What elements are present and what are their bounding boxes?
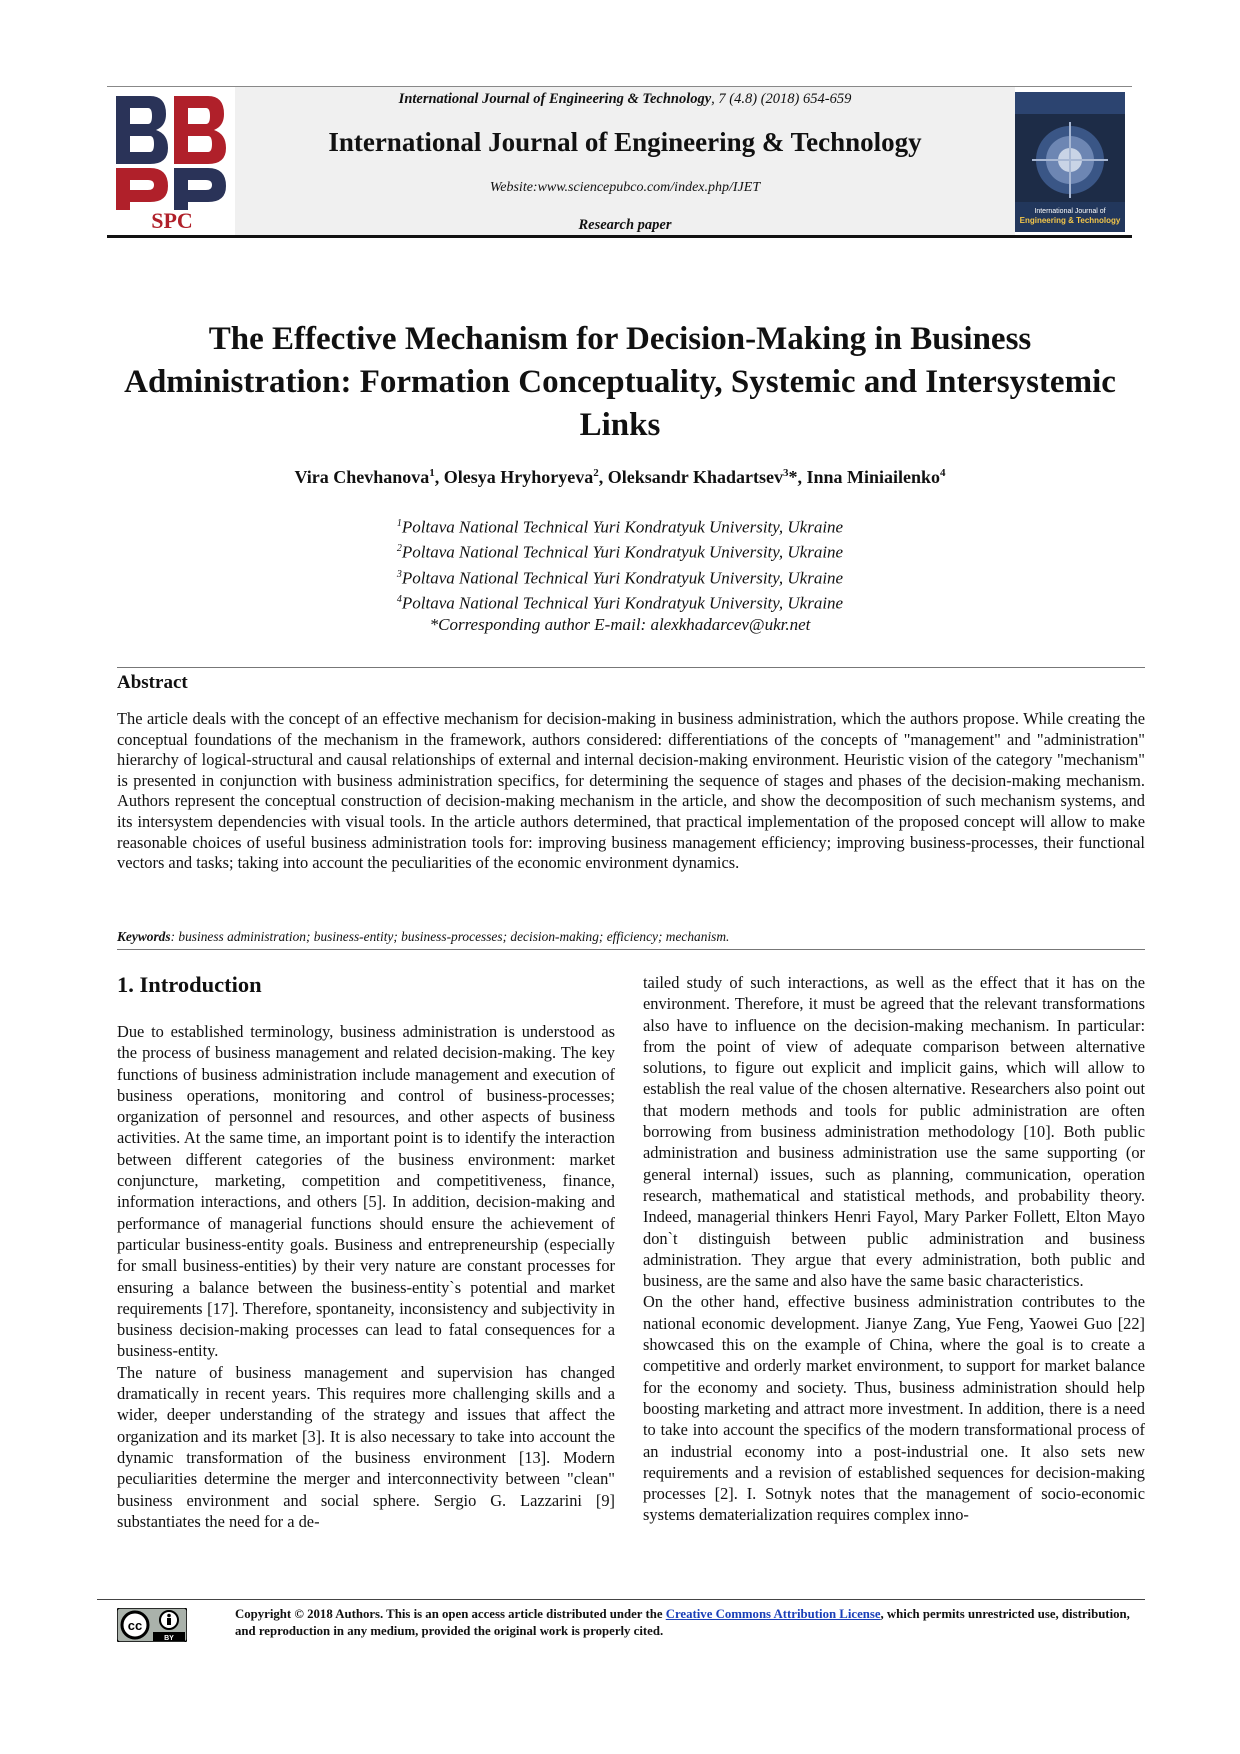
left-column: [117, 1021, 615, 1532]
abstract-top-rule: [117, 667, 1145, 668]
paragraph: tailed study of such interactions, as well as the effect that it has on the environment. Therefore, it must be agreed that the relevant transformations also have to influence on the decision-making mechanism. In particular: from the point of view of adequate comparison between alternative solutions, to figure out explicit and implicit gains, which will allow to establish the real value of the chosen alternative. Researchers also point out that modern methods and tools for public administration are often borrowing from business administration methodology [10]. Both public administration and business administration use the same supporting (or general internal) issues, such as planning, communication, operation research, mathematical and statistical methods, and probability theory. Indeed, managerial thinkers Henri Fayol, Mary Parker Follett, Elton Mayo don`t distinguish between public administration and business administration. They argue that every administration, both public and business, are the same and also have the same basic characteristics.: [643, 973, 1145, 1291]
spc-logo: [110, 92, 235, 230]
affiliation-number: 1: [396, 518, 402, 529]
footer-rule: [97, 1599, 1145, 1600]
author-name: Oleksandr Khadartsev: [607, 467, 783, 487]
svg-text:BY: BY: [164, 1635, 174, 1642]
keywords-label: Keywords: [117, 929, 171, 944]
affiliation-text: Poltava National Technical Yuri Kondratyuk University, Ukraine: [401, 568, 844, 588]
svg-text:cc: cc: [127, 1618, 143, 1633]
right-column: [643, 972, 1145, 1526]
corresponding-author: *Corresponding author E-mail: alexkhadarcev@ukr.net: [429, 615, 811, 634]
author-name: Vira Chevhanova: [294, 467, 430, 487]
paragraph: The nature of business management and supervision has changed dramatically in recent years. This requires more challenging skills and a wider, deeper understanding of the strategy and issues that affect the organization and its market [3]. It is also necessary to take into account the dynamic transformation of the business environment [13]. Modern peculiarities determine the merger and interconnectivity between "clean" business environment and social sphere. Sergio G. Lazzarini [9] substantiates the need for a de-: [117, 1362, 615, 1531]
author-name: Olesya Hryhoryeva: [443, 467, 594, 487]
affiliation-line: [120, 538, 1120, 563]
journal-header: [235, 87, 1015, 235]
abstract-text: The article deals with the concept of an effective mechanism for decision-making in business administration, which the authors propose. While creating the conceptual foundations of the mechanism in the framework, authors considered: differentiations of the concepts of "management" and "administration" hierarchy of logical-structural and causal relationships of external and internal decision-making environment. Heuristic vision of the category "mechanism" is presented in conjunction with business administration specifics, for determining the sequence of stages and phases of the decision-making mechanism. Authors represent the conceptual construction of decision-making mechanism in the article, and show the decomposition of such mechanism systems, and its intersystem dependencies with visual tools. In the article authors determined, that practical implementation of the proposed concept will allow to make reasonable choices of useful business administration tools for: improving business management efficiency; improving business-processes, their functional vectors and tasks; taking into account the peculiarities of the economic environment dynamics.: [117, 709, 1145, 873]
copyright-text-end: , which permits unrestricted use, distribution, and reproduction in any medium, provided the original work is properly cited.: [235, 1607, 1130, 1638]
paragraph: On the other hand, effective business administration contributes to the national economic development. Jianye Zang, Yue Feng, Yaowei Guo [22] showcased this on the example of China, where the goal is to create a competitive and orderly market environment, to support for market balance for the economy and society. Thus, business administration should help boosting marketing and attract more investment. In addition, there is a need to take into account the specifics of the modern transformational process of an industrial economy into a post-industrial one. It also sets new requirements and a revision of established sequences for decision-making processes [2]. I. Sotnyk notes that the management of socio-economic systems dematerialization requires complex inno-: [643, 1292, 1145, 1525]
keywords: [117, 929, 1145, 945]
journal-name: International Journal of Engineering & Technology: [328, 127, 922, 157]
affiliation-list: [120, 513, 1120, 636]
abstract-heading: Abstract: [117, 672, 188, 693]
svg-text:SPC: SPC: [151, 208, 193, 230]
affiliation-text: Poltava National Technical Yuri Kondratyuk University, Ukraine: [401, 593, 844, 613]
cc-by-badge[interactable]: [117, 1608, 187, 1642]
paragraph: Due to established terminology, business administration is understood as the process of business management and related decision-making. The key functions of business administration include management and execution of business operations, monitoring and control of business-processes; organization of personnel and resources, and other aspects of business activities. At the same time, an important point is to identify the interaction between different categories of the business environment: market conjuncture, marketing, competition and competitiveness, finance, information interactions, and others [5]. In addition, decision-making and performance of managerial functions should ensure the achievement of particular business-entity goals. Business and entrepreneurship (especially for small business-entities) by their very nature are constant processes for ensuring a balance between the business-entity`s potential and market requirements [17]. Therefore, spontaneity, inconsistency and subjectivity in business decision-making processes can lead to fatal consequences for a business-entity.: [117, 1022, 615, 1361]
affiliation-text: Poltava National Technical Yuri Kondratyuk University, Ukraine: [401, 542, 844, 562]
svg-text:International Journal of: International Journal of: [1034, 208, 1106, 215]
author-list: Vira Chevhanova$^1$, Olesya Hryhoryeva$^2$, Oleksandr Khadartsev$^3$*, Inna Miniailenko$^4$: [294, 467, 946, 487]
affiliation-line: [120, 564, 1120, 589]
author-affiliation-number: 4: [940, 467, 946, 479]
introduction-heading: 1. Introduction: [117, 972, 262, 997]
author-affiliation-number: 1: [429, 467, 435, 479]
journal-cover-image: [1015, 92, 1125, 232]
affiliation-number: 4: [396, 593, 402, 605]
author-affiliation-number: 3: [782, 467, 789, 479]
copyright-notice: [235, 1606, 1145, 1640]
spc-logo-icon: [110, 92, 235, 230]
cover-art-icon: [1015, 92, 1125, 232]
affiliation-number: 3: [396, 568, 402, 580]
license-link[interactable]: Creative Commons Attribution License: [665, 1607, 881, 1621]
affiliation-text: Poltava National Technical Yuri Kondratyuk University, Ukraine: [401, 517, 844, 537]
journal-citation: [235, 91, 1015, 108]
citation-volume: , 7 (4.8) (2018) 654-659: [711, 91, 852, 107]
affiliation-line: [120, 589, 1120, 614]
affiliation-line: [120, 513, 1120, 538]
author-affiliation-number: 2: [593, 467, 599, 479]
by-icon: [160, 1611, 178, 1629]
journal-website: Website:www.sciencepubco.com/index.php/IJET: [489, 180, 761, 195]
cc-icon: [122, 1612, 148, 1638]
paper-type: Research paper: [578, 217, 672, 233]
affiliation-lines: [120, 513, 1120, 614]
citation-journal: International Journal of Engineering & Technology: [398, 91, 712, 107]
corresponding-mark: *: [788, 467, 798, 487]
header-bottom-rule: [107, 235, 1132, 238]
keywords-text: : business administration; business-entity; business-processes; decision-making; efficiency; mechanism.: [170, 929, 730, 944]
paper-title: The Effective Mechanism for Decision-Making in Business Administration: Formation Conceptuality, Systemic and Intersystemic Links: [124, 321, 1116, 443]
svg-text:Engineering & Technology: Engineering & Technology: [1019, 216, 1121, 225]
author-name: Inna Miniailenko: [806, 467, 941, 487]
keywords-bottom-rule: [117, 949, 1145, 950]
copyright-text: Copyright © 2018 Authors. This is an open access article distributed under the: [235, 1607, 666, 1621]
affiliation-number: 2: [396, 543, 402, 555]
